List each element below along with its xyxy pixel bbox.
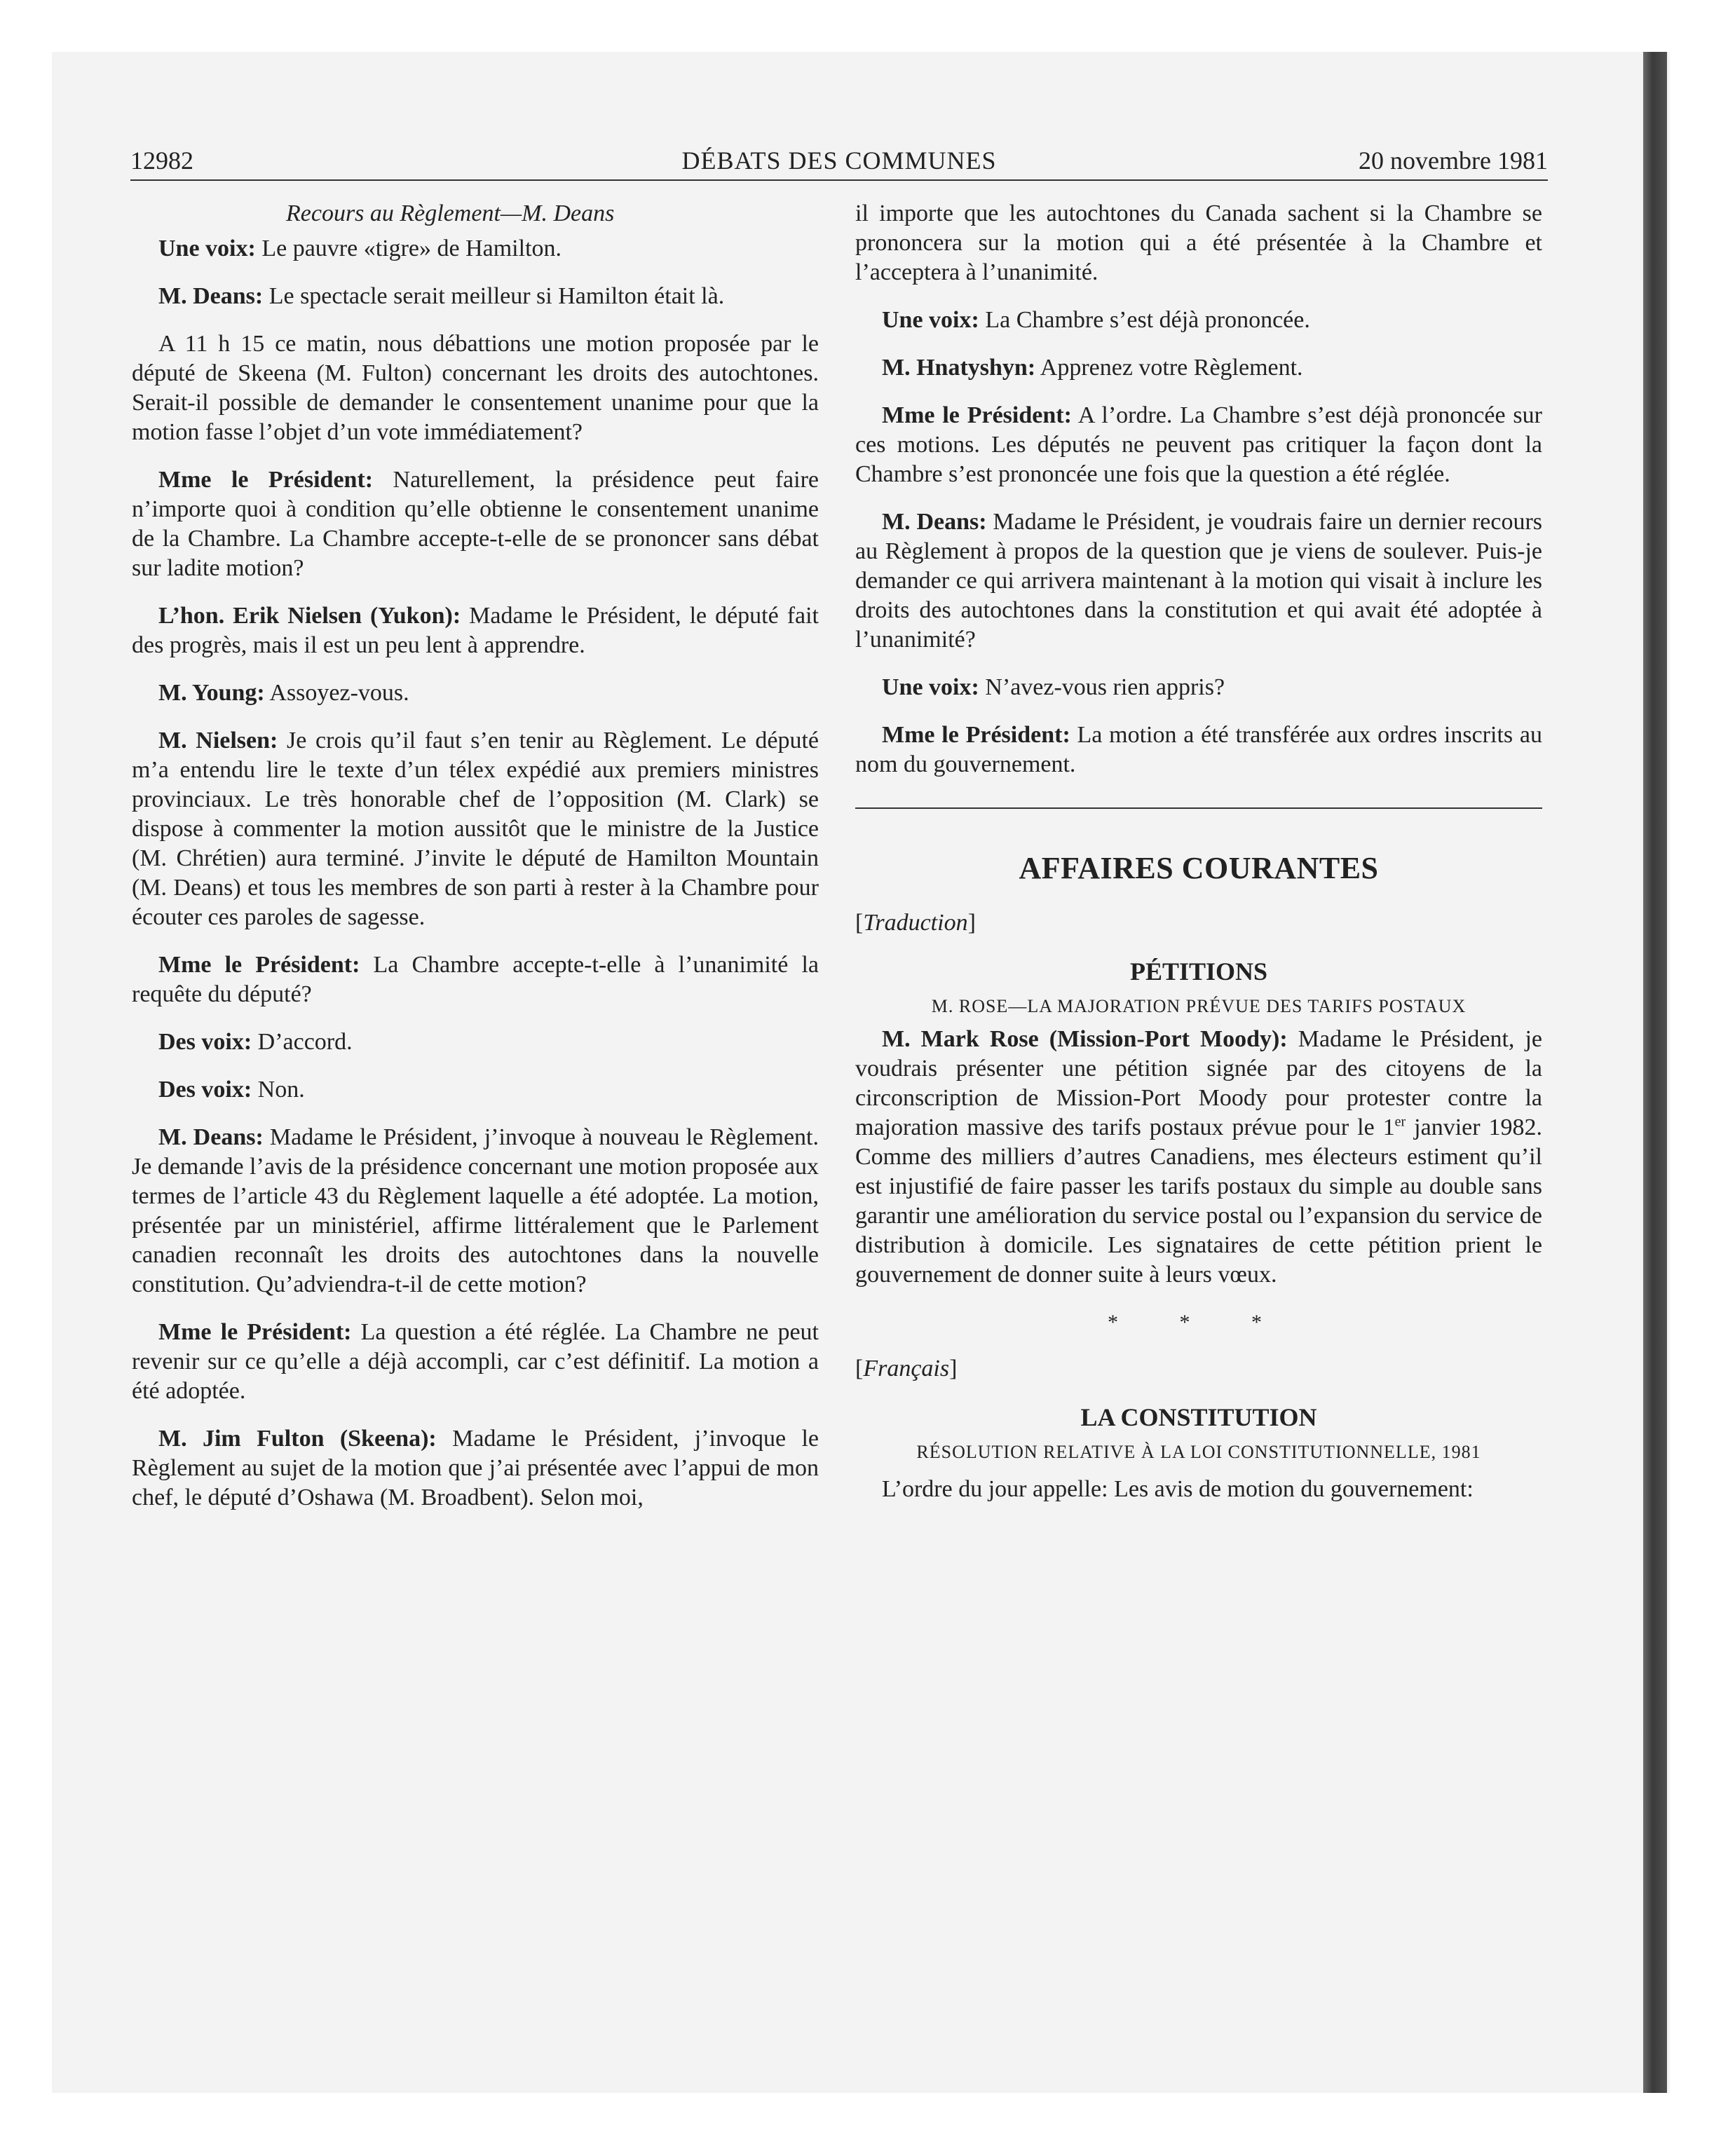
paragraph — [855, 353, 1542, 383]
speech: D’accord. — [252, 1029, 353, 1055]
speaker: Mme le Président: — [882, 402, 1072, 428]
speech: Madame le Président, j’invoque le Règlement au sujet de la motion que j’ai présentée avec l’appui de mon chef, le député d’Oshawa (M. Broadbent). Selon moi, — [132, 1426, 819, 1510]
paragraph — [132, 329, 819, 447]
speech: janvier 1982. Comme des milliers d’autres Canadiens, mes électeurs estiment qu’il est injustifié de faire passer les tarifs postaux du simple au double sans garantir une amélioration du service postal ou l’expansion du service de distribution à domicile. Les signataires de cette pétition prient le gouvernement de donner suite à leurs vœux. — [855, 1114, 1542, 1288]
paragraph — [132, 726, 819, 932]
paragraph — [132, 1424, 819, 1513]
page-number: 12982 — [130, 146, 193, 175]
petitions-title: PÉTITIONS — [1129, 957, 1268, 985]
paragraph — [132, 234, 819, 264]
paragraph — [855, 306, 1542, 335]
speech: La Chambre s’est déjà prononcée. — [979, 307, 1310, 333]
constitution-title: LA CONSTITUTION — [1080, 1403, 1317, 1431]
translation-tag-text: Traduction — [863, 910, 968, 936]
constitution-subhead: RÉSOLUTION RELATIVE À LA LOI CONSTITUTIONNELLE, 1981 — [916, 1442, 1481, 1462]
speech: La question a été réglée. La Chambre ne peut revenir sur ce qu’elle a déjà accompli, car c’est définitif. La motion a été adoptée. — [132, 1319, 819, 1404]
paragraph — [132, 1318, 819, 1406]
paragraph — [132, 465, 819, 583]
paragraph — [132, 1075, 819, 1105]
speaker: M. Deans: — [882, 509, 987, 535]
paragraph — [132, 601, 819, 660]
section-divider — [855, 807, 1542, 809]
right-column — [855, 199, 1542, 1522]
language-tag-text: Français — [863, 1356, 950, 1381]
paragraph — [855, 673, 1542, 702]
speech: Le spectacle serait meilleur si Hamilton était là. — [263, 283, 725, 309]
speaker: M. Deans: — [158, 283, 264, 309]
speech: Je crois qu’il faut s’en tenir au Règlement. Le député m’a entendu lire le texte d’un télex expédié aux premiers ministres provinciaux. Le très honorable chef de l’opposition (M. Clark) se dispose à commenter la motion aussitôt que le ministre de la Justice (M. Chrétien) aura terminé. J’invite le député de Hamilton Mountain (M. Deans) et tous les membres de son parti à rester à la Chambre pour écouter ces paroles de sagesse. — [132, 728, 819, 930]
petitions-subhead: M. ROSE—LA MAJORATION PRÉVUE DES TARIFS POSTAUX — [931, 996, 1467, 1016]
paragraph — [855, 401, 1542, 489]
speaker: Mme le Président: — [158, 952, 360, 978]
speech: La Chambre accepte-t-elle à l’unanimité la requête du député? — [132, 952, 819, 1007]
paragraph — [132, 1028, 819, 1057]
section-separator: * * * — [1108, 1311, 1290, 1334]
paragraph — [855, 1025, 1542, 1290]
language-tag: [Français] — [855, 1356, 958, 1381]
header-rule — [130, 179, 1548, 181]
speech: Madame le Président, j’invoque à nouveau le Règlement. Je demande l’avis de la présidence concernant une motion proposée aux termes de l’article 43 du Règlement laquelle a été adoptée. La motion, présentée par un ministériel, affirme littéralement que le Parlement canadien reconnaît les droits des autochtones dans la nouvelle constitution. Qu’adviendra-t-il de cette motion? — [132, 1124, 819, 1297]
issue-date: 20 novembre 1981 — [1359, 146, 1548, 175]
translation-tag: [Traduction] — [855, 910, 976, 936]
speaker: Mme le Président: — [158, 467, 374, 493]
speech: L’ordre du jour appelle: Les avis de motion du gouvernement: — [882, 1476, 1474, 1502]
speech: N’avez-vous rien appris? — [979, 674, 1225, 700]
speech: Apprenez votre Règlement. — [1035, 355, 1303, 381]
speaker: Des voix: — [158, 1077, 252, 1103]
paragraph — [132, 282, 819, 311]
paragraph — [132, 950, 819, 1009]
speech: Assoyez-vous. — [264, 680, 409, 706]
speech: Naturellement, la présidence peut faire n’importe quoi à condition qu’elle obtienne le consentement unanime de la Chambre. La Chambre accepte-t-elle de se prononcer sans débat sur ladite motion? — [132, 467, 819, 581]
speech: La motion a été transférée aux ordres inscrits au nom du gouvernement. — [855, 722, 1542, 777]
speech: il importe que les autochtones du Canada sachent si la Chambre se prononcera sur la motion qui a été présentée à la Chambre et l’acceptera à l’unanimité. — [855, 200, 1542, 285]
paragraph — [855, 507, 1542, 655]
speaker: Mme le Président: — [158, 1319, 352, 1345]
speech: Madame le Président, le député fait des progrès, mais il est un peu lent à apprendre. — [132, 603, 819, 658]
paragraph — [855, 1475, 1542, 1504]
speech: Non. — [252, 1077, 305, 1103]
paragraph — [132, 1123, 819, 1299]
speech: Madame le Président, je voudrais faire un dernier recours au Règlement à propos de la question que je viens de soulever. Puis-je demander ce qui arrivera maintenant à la motion qui visait à inclure les droits des autochtones dans la constitution et qui avait été adoptée à l’unanimité? — [855, 509, 1542, 653]
speaker: Une voix: — [882, 307, 979, 333]
paragraph — [132, 678, 819, 708]
speaker: Une voix: — [882, 674, 979, 700]
left-column — [132, 199, 819, 1531]
publication-title: DÉBATS DES COMMUNES — [681, 146, 997, 175]
speaker: M. Deans: — [158, 1124, 264, 1150]
speech: A l’ordre. La Chambre s’est déjà prononcée sur ces motions. Les députés ne peuvent pas critiquer la façon dont la Chambre s’est prononcée une fois que la question a été réglée. — [855, 402, 1542, 487]
speaker: M. Mark Rose (Mission-Port Moody): — [882, 1026, 1288, 1052]
section-title: AFFAIRES COURANTES — [1019, 851, 1379, 885]
speech: Le pauvre «tigre» de Hamilton. — [255, 236, 562, 261]
scan-edge-shadow — [1643, 52, 1667, 2093]
speaker: Une voix: — [158, 236, 256, 261]
speaker: Mme le Président: — [882, 722, 1070, 748]
paragraph — [855, 721, 1542, 779]
speech: A 11 h 15 ce matin, nous débattions une motion proposée par le député de Skeena (M. Fulton) concernant les droits des autochtones. Serait-il possible de demander le consentement unanime pour que la motion fasse l’objet d’un vote immédiatement? — [132, 331, 819, 445]
paragraph — [855, 199, 1542, 287]
speaker: M. Jim Fulton (Skeena): — [158, 1426, 437, 1452]
speaker: Des voix: — [158, 1029, 252, 1055]
running-header — [130, 146, 1548, 181]
speaker: M. Hnatyshyn: — [882, 355, 1036, 381]
speaker: M. Young: — [158, 680, 265, 706]
ordinal-superscript: er — [1394, 1114, 1406, 1130]
speaker: M. Nielsen: — [158, 728, 278, 753]
running-subhead: Recours au Règlement—M. Deans — [286, 200, 615, 226]
speech: Madame le Président, je voudrais présenter une pétition signée par des citoyens de la circonscription de Mission-Port Moody pour protester contre la majoration massive des tarifs postaux prévue pour le 1 — [855, 1026, 1543, 1140]
speaker: L’hon. Erik Nielsen (Yukon): — [158, 603, 461, 629]
